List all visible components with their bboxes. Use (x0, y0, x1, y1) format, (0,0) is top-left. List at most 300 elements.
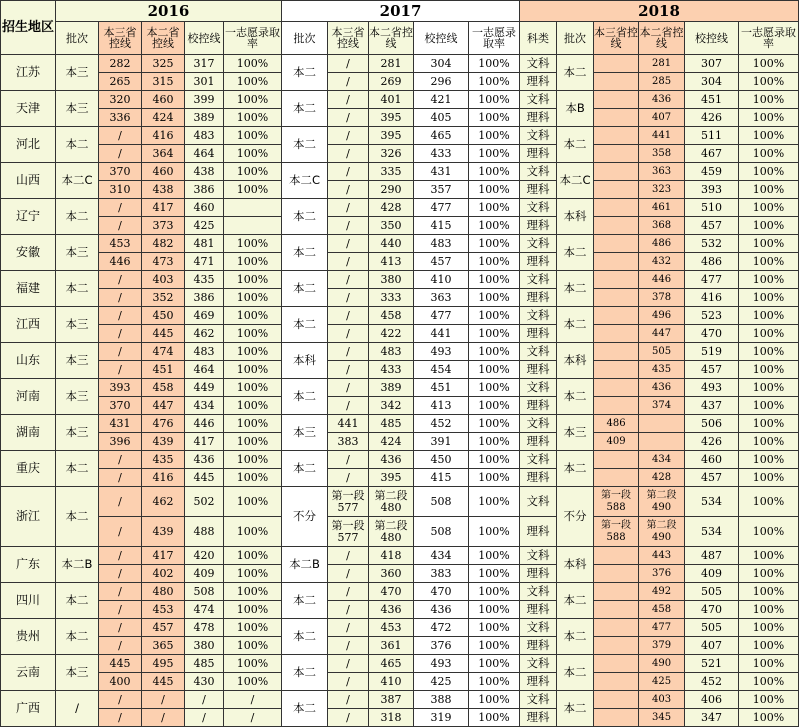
cell-2018-rate: 100% (739, 199, 799, 217)
cell-2018-ben3: 第一段 588 (594, 487, 639, 517)
table-row (1, 199, 799, 217)
cell-2016-ben2: 451 (142, 361, 185, 379)
cell-2017-ben2: 453 (369, 619, 414, 637)
cell-2016-ben2: 424 (142, 109, 185, 127)
cell-2017-school: 470 (414, 583, 469, 601)
cell-2016-ben2: 445 (142, 673, 185, 691)
table-header (1, 1, 799, 55)
cell-2018-school: 307 (685, 55, 739, 73)
cell-2018-ben3 (594, 163, 639, 181)
cell-2017-school: 477 (414, 199, 469, 217)
cell-2017-school: 421 (414, 91, 469, 109)
cell-2017-ben3: / (328, 163, 369, 181)
cell-2017-ben3: / (328, 451, 369, 469)
cell-2018-ben2: 第二段 490 (639, 487, 685, 517)
cell-2018-ben3: 486 (594, 415, 639, 433)
cell-2018-ben2 (639, 433, 685, 451)
cell-2018-rate: 100% (739, 397, 799, 415)
batch-2018: 本二 (557, 583, 594, 619)
cell-2018-subject: 理科 (520, 217, 557, 235)
table-row (1, 379, 799, 397)
cell-2018-ben2: 436 (639, 379, 685, 397)
cell-2017-ben3: / (328, 271, 369, 289)
cell-2018-subject: 理科 (520, 517, 557, 547)
cell-2017-rate: 100% (469, 181, 520, 199)
batch-2018: 本科 (557, 343, 594, 379)
cell-2018-rate: 100% (739, 91, 799, 109)
cell-2017-ben3: / (328, 91, 369, 109)
table-row (1, 163, 799, 181)
cell-2018-school: 406 (685, 691, 739, 709)
cell-2017-ben2: 350 (369, 217, 414, 235)
batch-2016: 本三 (56, 415, 99, 451)
cell-2017-rate: 100% (469, 565, 520, 583)
h2018-subject: 科类 (520, 22, 557, 55)
cell-2016-rate: 100% (224, 235, 282, 253)
cell-2018-school: 409 (685, 565, 739, 583)
cell-2016-school: / (185, 691, 224, 709)
cell-2016-school: 474 (185, 601, 224, 619)
cell-2016-rate: 100% (224, 127, 282, 145)
cell-2016-ben3: / (99, 289, 142, 307)
cell-2016-rate: 100% (224, 91, 282, 109)
cell-2017-school: 436 (414, 601, 469, 619)
cell-2017-ben2: 360 (369, 565, 414, 583)
year-2017-header: 2017 (282, 1, 520, 22)
cell-2018-school: 304 (685, 73, 739, 91)
province-name: 湖南 (1, 415, 56, 451)
batch-2017: 本二 (282, 379, 328, 415)
batch-2018: 本二 (557, 451, 594, 487)
cell-2016-school: 301 (185, 73, 224, 91)
cell-2018-school: 347 (685, 709, 739, 727)
cell-2017-school: 493 (414, 655, 469, 673)
table-row (1, 637, 799, 655)
cell-2018-ben2: 447 (639, 325, 685, 343)
table-row (1, 289, 799, 307)
cell-2017-ben3: / (328, 325, 369, 343)
cell-2016-ben3: / (99, 691, 142, 709)
cell-2017-ben2: 418 (369, 547, 414, 565)
cell-2017-ben2: 483 (369, 343, 414, 361)
cell-2018-ben2: 378 (639, 289, 685, 307)
cell-2017-rate: 100% (469, 289, 520, 307)
cell-2017-ben3: / (328, 469, 369, 487)
cell-2016-ben3: / (99, 487, 142, 517)
cell-2017-rate: 100% (469, 361, 520, 379)
cell-2016-school: 380 (185, 637, 224, 655)
cell-2017-ben3: 第一段 577 (328, 487, 369, 517)
cell-2017-ben3: / (328, 73, 369, 91)
batch-2018: 本科 (557, 547, 594, 583)
cell-2016-rate: 100% (224, 379, 282, 397)
cell-2016-school: 460 (185, 199, 224, 217)
cell-2017-rate: 100% (469, 109, 520, 127)
batch-2016: 本二C (56, 163, 99, 199)
cell-2016-rate: 100% (224, 601, 282, 619)
cell-2016-school: 462 (185, 325, 224, 343)
cell-2017-ben3: / (328, 361, 369, 379)
cell-2018-subject: 文科 (520, 415, 557, 433)
cell-2017-school: 434 (414, 547, 469, 565)
cell-2016-ben3: / (99, 469, 142, 487)
cell-2018-ben3 (594, 235, 639, 253)
batch-2016: 本二 (56, 583, 99, 619)
cell-2018-ben2: 446 (639, 271, 685, 289)
cell-2017-rate: 100% (469, 673, 520, 691)
cell-2018-ben2: 403 (639, 691, 685, 709)
cell-2016-rate: 100% (224, 325, 282, 343)
cell-2018-subject: 文科 (520, 343, 557, 361)
cell-2016-ben2: 315 (142, 73, 185, 91)
cell-2018-subject: 理科 (520, 433, 557, 451)
cell-2016-ben2: 325 (142, 55, 185, 73)
cell-2016-ben3: / (99, 271, 142, 289)
cell-2017-school: 388 (414, 691, 469, 709)
cell-2018-school: 470 (685, 601, 739, 619)
cell-2016-school: 409 (185, 565, 224, 583)
cell-2016-rate: 100% (224, 565, 282, 583)
cell-2017-ben3: / (328, 691, 369, 709)
cell-2018-ben2: 432 (639, 253, 685, 271)
cell-2017-school: 451 (414, 379, 469, 397)
batch-2018: 本二 (557, 235, 594, 271)
batch-2016: 本三 (56, 655, 99, 691)
cell-2018-rate: 100% (739, 307, 799, 325)
cell-2018-ben3 (594, 673, 639, 691)
cell-2018-ben2: 363 (639, 163, 685, 181)
cell-2016-ben2: 352 (142, 289, 185, 307)
cell-2016-rate: 100% (224, 619, 282, 637)
cell-2017-ben3: / (328, 307, 369, 325)
batch-2016: 本三 (56, 307, 99, 343)
cell-2018-rate: 100% (739, 619, 799, 637)
cell-2017-school: 431 (414, 163, 469, 181)
h2016-ben3-line: 本三省控线 (99, 22, 142, 55)
cell-2018-ben2: 407 (639, 109, 685, 127)
cell-2016-ben2: 416 (142, 127, 185, 145)
cell-2016-ben2: 450 (142, 307, 185, 325)
cell-2018-rate: 100% (739, 55, 799, 73)
cell-2016-ben2: 438 (142, 181, 185, 199)
cell-2016-school: 464 (185, 361, 224, 379)
batch-2017: 本二 (282, 451, 328, 487)
cell-2017-rate: 100% (469, 619, 520, 637)
cell-2016-ben3: 396 (99, 433, 142, 451)
cell-2016-ben2: 402 (142, 565, 185, 583)
cell-2016-ben2: 403 (142, 271, 185, 289)
cell-2017-ben2: 281 (369, 55, 414, 73)
cell-2018-ben3 (594, 637, 639, 655)
table-row (1, 145, 799, 163)
table-row (1, 397, 799, 415)
cell-2018-rate: 100% (739, 361, 799, 379)
h2016-school-line: 校控线 (185, 22, 224, 55)
cell-2016-ben3: / (99, 325, 142, 343)
cell-2017-rate: 100% (469, 145, 520, 163)
cell-2018-school: 486 (685, 253, 739, 271)
cell-2018-ben3 (594, 325, 639, 343)
cell-2017-rate: 100% (469, 487, 520, 517)
cell-2017-ben3: 441 (328, 415, 369, 433)
cell-2018-subject: 理科 (520, 601, 557, 619)
cell-2017-ben3: / (328, 379, 369, 397)
cell-2017-ben3: / (328, 343, 369, 361)
cell-2016-school: 438 (185, 163, 224, 181)
h2018-first-choice-rate: 一志愿录取率 (739, 22, 799, 55)
table-row (1, 343, 799, 361)
cell-2016-school: 485 (185, 655, 224, 673)
cell-2017-rate: 100% (469, 343, 520, 361)
cell-2018-subject: 理科 (520, 109, 557, 127)
cell-2018-ben3 (594, 73, 639, 91)
table-row (1, 691, 799, 709)
cell-2018-rate: 100% (739, 673, 799, 691)
cell-2016-ben3: 431 (99, 415, 142, 433)
cell-2017-ben3: / (328, 673, 369, 691)
table-row (1, 235, 799, 253)
cell-2016-ben3: / (99, 199, 142, 217)
cell-2016-ben3: 370 (99, 163, 142, 181)
cell-2017-ben2: 269 (369, 73, 414, 91)
cell-2016-rate: / (224, 709, 282, 727)
table-row (1, 217, 799, 235)
table-row (1, 601, 799, 619)
cell-2018-subject: 文科 (520, 307, 557, 325)
h2016-batch: 批次 (56, 22, 99, 55)
cell-2016-ben3: 370 (99, 397, 142, 415)
cell-2018-ben2: 323 (639, 181, 685, 199)
batch-2017: 本二 (282, 583, 328, 619)
cell-2017-ben2: 395 (369, 109, 414, 127)
cell-2017-school: 391 (414, 433, 469, 451)
cell-2018-ben2: 368 (639, 217, 685, 235)
cell-2016-ben3: 265 (99, 73, 142, 91)
cell-2017-ben3: / (328, 601, 369, 619)
table-row (1, 517, 799, 547)
cell-2017-ben3: / (328, 637, 369, 655)
cell-2017-ben2: 第二段 480 (369, 487, 414, 517)
cell-2017-ben2: 389 (369, 379, 414, 397)
cell-2018-ben2: 461 (639, 199, 685, 217)
cell-2016-rate: 100% (224, 673, 282, 691)
cell-2016-school: 436 (185, 451, 224, 469)
cell-2018-school: 532 (685, 235, 739, 253)
cell-2016-ben3: / (99, 145, 142, 163)
cell-2016-rate: / (224, 691, 282, 709)
batch-2018: 本二 (557, 307, 594, 343)
cell-2018-school: 393 (685, 181, 739, 199)
cell-2017-school: 415 (414, 469, 469, 487)
cell-2016-school: 386 (185, 181, 224, 199)
cell-2017-school: 452 (414, 415, 469, 433)
cell-2018-ben3 (594, 289, 639, 307)
batch-2018: 本二C (557, 163, 594, 199)
batch-2018: 本二 (557, 619, 594, 655)
table-row (1, 487, 799, 517)
cell-2017-school: 465 (414, 127, 469, 145)
cell-2016-ben2: 365 (142, 637, 185, 655)
cell-2017-ben3: / (328, 289, 369, 307)
cell-2018-ben3 (594, 307, 639, 325)
cell-2018-subject: 理科 (520, 181, 557, 199)
cell-2017-rate: 100% (469, 637, 520, 655)
cell-2017-ben3: / (328, 709, 369, 727)
cell-2016-school: 445 (185, 469, 224, 487)
province-name: 山东 (1, 343, 56, 379)
table-row (1, 181, 799, 199)
cell-2017-ben2: 第二段 480 (369, 517, 414, 547)
province-name: 河南 (1, 379, 56, 415)
cell-2018-rate: 100% (739, 73, 799, 91)
cell-2018-subject: 理科 (520, 709, 557, 727)
cell-2017-ben3: / (328, 619, 369, 637)
cell-2018-subject: 文科 (520, 271, 557, 289)
cell-2018-ben2: 379 (639, 637, 685, 655)
cell-2017-ben3: 383 (328, 433, 369, 451)
table-row (1, 325, 799, 343)
batch-2018: 本二 (557, 655, 594, 691)
cell-2016-ben2: 439 (142, 433, 185, 451)
batch-2016: 本二 (56, 451, 99, 487)
batch-2016: 本二 (56, 619, 99, 655)
cell-2016-ben2: 474 (142, 343, 185, 361)
batch-2018: 本三 (557, 415, 594, 451)
cell-2017-ben3: / (328, 217, 369, 235)
province-name: 天津 (1, 91, 56, 127)
h2017-first-choice-rate: 一志愿录取率 (469, 22, 520, 55)
cell-2016-rate: 100% (224, 487, 282, 517)
cell-2018-subject: 理科 (520, 289, 557, 307)
province-name: 贵州 (1, 619, 56, 655)
table-row (1, 109, 799, 127)
cell-2016-ben3: / (99, 127, 142, 145)
cell-2018-school: 505 (685, 619, 739, 637)
cell-2018-ben3 (594, 253, 639, 271)
table-body (1, 55, 799, 727)
cell-2016-rate: 100% (224, 253, 282, 271)
cell-2018-ben2: 374 (639, 397, 685, 415)
cell-2016-school: 386 (185, 289, 224, 307)
province-name: 广西 (1, 691, 56, 727)
cell-2018-rate: 100% (739, 181, 799, 199)
table-row (1, 55, 799, 73)
cell-2017-rate: 100% (469, 73, 520, 91)
cell-2016-rate: 100% (224, 655, 282, 673)
table-row (1, 583, 799, 601)
cell-2017-rate: 100% (469, 655, 520, 673)
batch-2016: 本二 (56, 487, 99, 547)
cell-2016-ben2: 480 (142, 583, 185, 601)
batch-2017: 本科 (282, 343, 328, 379)
cell-2016-rate: 100% (224, 163, 282, 181)
cell-2018-subject: 文科 (520, 163, 557, 181)
cell-2018-ben3 (594, 451, 639, 469)
cell-2016-rate: 100% (224, 343, 282, 361)
cell-2016-rate: 100% (224, 415, 282, 433)
cell-2016-school: 469 (185, 307, 224, 325)
cell-2018-rate: 100% (739, 145, 799, 163)
cell-2018-ben3 (594, 55, 639, 73)
table-row (1, 433, 799, 451)
cell-2017-ben2: 458 (369, 307, 414, 325)
cell-2017-rate: 100% (469, 307, 520, 325)
cell-2017-rate: 100% (469, 415, 520, 433)
cell-2017-ben2: 424 (369, 433, 414, 451)
cell-2018-ben2: 490 (639, 655, 685, 673)
cell-2016-school: 449 (185, 379, 224, 397)
cell-2017-ben2: 485 (369, 415, 414, 433)
cell-2018-school: 523 (685, 307, 739, 325)
batch-2018: 本二 (557, 379, 594, 415)
cell-2017-school: 441 (414, 325, 469, 343)
cell-2016-rate (224, 217, 282, 235)
cell-2016-ben2: / (142, 709, 185, 727)
table-row (1, 73, 799, 91)
cell-2016-ben3: 336 (99, 109, 142, 127)
cell-2018-ben2: 477 (639, 619, 685, 637)
cell-2016-school: / (185, 709, 224, 727)
cell-2016-ben3: / (99, 637, 142, 655)
cell-2017-ben2: 413 (369, 253, 414, 271)
batch-2018: 不分 (557, 487, 594, 547)
cell-2018-subject: 文科 (520, 619, 557, 637)
cell-2016-school: 434 (185, 397, 224, 415)
cell-2017-school: 508 (414, 487, 469, 517)
batch-2016: 本三 (56, 91, 99, 127)
batch-2018: 本二 (557, 127, 594, 163)
cell-2016-rate: 100% (224, 55, 282, 73)
cell-2018-school: 457 (685, 469, 739, 487)
cell-2017-ben2: 395 (369, 127, 414, 145)
cell-2017-school: 296 (414, 73, 469, 91)
cell-2018-rate: 100% (739, 271, 799, 289)
cell-2018-ben2: 285 (639, 73, 685, 91)
cell-2016-school: 417 (185, 433, 224, 451)
batch-2018: 本科 (557, 199, 594, 235)
cell-2018-ben3 (594, 181, 639, 199)
cell-2018-subject: 文科 (520, 691, 557, 709)
batch-2017: 本二 (282, 55, 328, 91)
cell-2018-ben3 (594, 547, 639, 565)
province-name: 四川 (1, 583, 56, 619)
batch-2016: 本三 (56, 379, 99, 415)
cell-2018-subject: 文科 (520, 547, 557, 565)
cell-2018-ben3 (594, 343, 639, 361)
batch-2017: 本二 (282, 691, 328, 727)
cell-2016-ben2: 439 (142, 517, 185, 547)
province-name: 山西 (1, 163, 56, 199)
batch-2018: 本B (557, 91, 594, 127)
cell-2018-rate: 100% (739, 109, 799, 127)
cell-2016-school: 317 (185, 55, 224, 73)
province-name: 广东 (1, 547, 56, 583)
cell-2017-school: 508 (414, 517, 469, 547)
cell-2018-ben2: 441 (639, 127, 685, 145)
cell-2016-ben2: 435 (142, 451, 185, 469)
cell-2017-rate: 100% (469, 547, 520, 565)
cell-2018-school: 505 (685, 583, 739, 601)
cell-2018-school: 426 (685, 109, 739, 127)
table-row (1, 709, 799, 727)
cell-2017-ben3: / (328, 127, 369, 145)
cell-2016-ben2: 457 (142, 619, 185, 637)
cell-2018-ben2 (639, 415, 685, 433)
cell-2016-rate: 100% (224, 433, 282, 451)
cell-2018-school: 451 (685, 91, 739, 109)
cell-2017-rate: 100% (469, 55, 520, 73)
cell-2016-school: 389 (185, 109, 224, 127)
